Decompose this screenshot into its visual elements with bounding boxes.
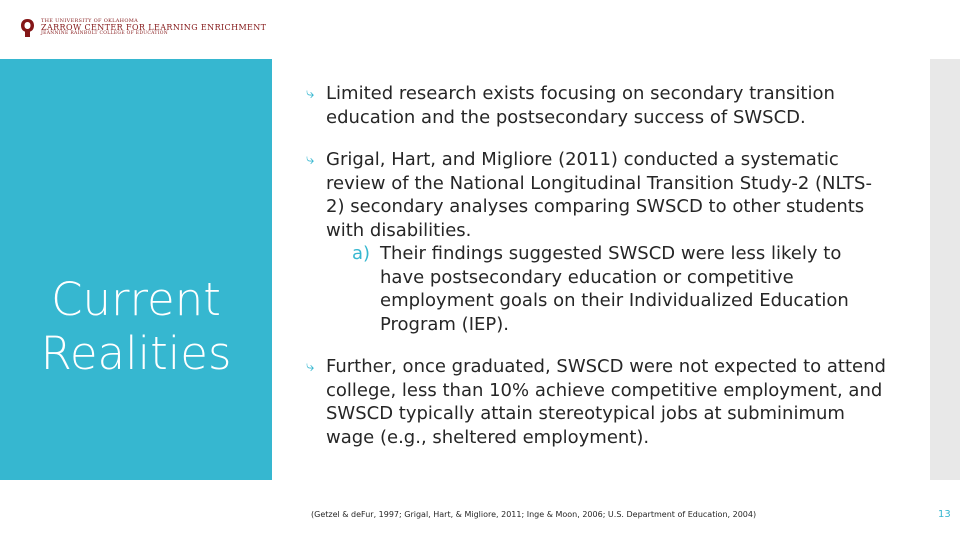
arrow-bullet-icon: ⤷ [306,150,315,168]
bullet-text: Limited research exists focusing on secondary transition education and the postsecondary success of SWSCD. [326,83,835,128]
logo-line-3: JEANNINE RAINBOLT COLLEGE OF EDUCATION [41,31,169,37]
sub-bullet-marker: a) [352,243,371,264]
title-panel [0,59,272,480]
bullet-text: Further, once graduated, SWSCD were not expected to attend college, less than 10% achieve competitive employment, and SWSCD typically attain stereotypical jobs at subminimum wage (e.g., sheltered employment). [326,356,886,448]
slide-title [0,273,272,381]
slide-title-line-2: Realities [40,327,232,380]
slide-content [306,82,886,468]
logo-text [41,19,266,37]
page-number: 13 [938,509,951,520]
university-logo [20,18,266,38]
slide-title-line-1: Current [51,273,221,326]
citation-footer: (Getzel & deFur, 1997; Grigal, Hart, & Migliore, 2011; Inge & Moon, 2006; U.S. Department of Education, 2004) [311,510,757,519]
bullet-item [306,82,886,129]
sub-bullet-text: Their findings suggested SWSCD were less likely to have postsecondary education or competitive employment goals on their Individualized Education Program (IEP). [380,243,849,335]
right-side-bar [930,59,960,480]
bullet-item [306,355,886,449]
logo-line-2: ZARROW CENTER FOR LEARNING ENRICHMENT [41,23,267,33]
bullet-item [306,148,886,336]
logo-line-1: THE UNIVERSITY OF OKLAHOMA [41,17,139,24]
sub-bullet-item [326,242,886,336]
arrow-bullet-icon: ⤷ [306,84,315,102]
arrow-bullet-icon: ⤷ [306,357,315,375]
ou-logo-icon [20,18,35,38]
bullet-text: Grigal, Hart, and Migliore (2011) conducted a systematic review of the National Longitudinal Transition Study-2 (NLTS-2) secondary analyses comparing SWSCD to other students with disabilities. [326,149,872,241]
